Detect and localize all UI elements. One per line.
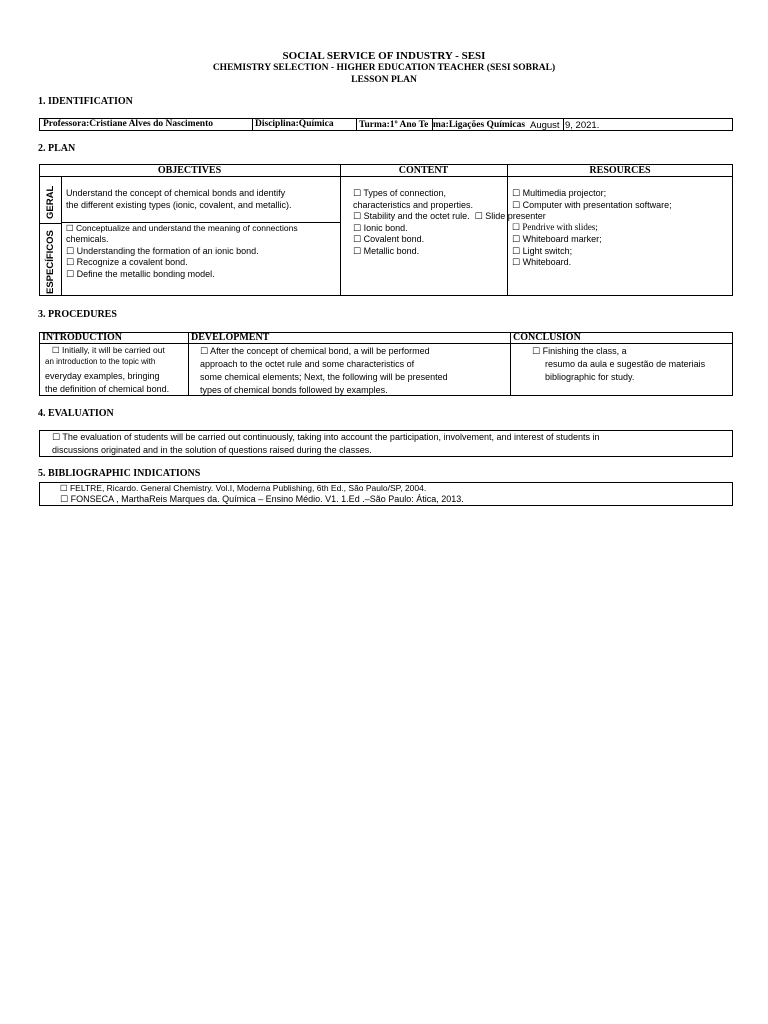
document-type: LESSON PLAN [351, 75, 417, 85]
lesson-theme: ma:Ligações Químicas [433, 120, 526, 130]
divider [39, 223, 61, 224]
plan-content: ☐ Types of connection, characteristics and properties. ☐ Stability and the octet rule. ☐ Slide presenter ☐ Ionic bond. ☐ Covalent bond. ☐ Metallic bond. [353, 188, 546, 256]
resources-list-3: ☐ Whiteboard marker; ☐ Light switch; ☐ Whiteboard. [512, 234, 602, 267]
section-plan-heading: 2. PLAN [38, 143, 76, 154]
discipline: Disciplina:Química [255, 119, 334, 129]
column-header-content: CONTENT [398, 165, 449, 176]
conclusion-line-1: ☐ Finishing the class, a [532, 346, 627, 356]
column-header-conclusion: CONCLUSION [513, 332, 581, 343]
date-month: August [530, 120, 560, 131]
development-text: ☐ After the concept of chemical bond, a will be performed approach to the octet rule and some characteristics of some chemical elements; Next, the following will be presented types of chemical bonds followed by examples. [200, 346, 448, 395]
section-identification-heading: 1. IDENTIFICATION [38, 96, 133, 107]
document-org: SOCIAL SERVICE OF INDUSTRY - SESI [282, 50, 486, 62]
document-selection: CHEMISTRY SELECTION - HIGHER EDUCATION TEACHER (SESI SOBRAL) [212, 63, 556, 73]
column-header-resources: RESOURCES [589, 165, 651, 176]
divider [510, 332, 511, 396]
label-specific: ESPECÍFICOS [45, 230, 56, 294]
specific-objective-1: ☐ Conceptualize and understand the meaning of connections [66, 223, 298, 233]
column-header-introduction: INTRODUCTION [42, 332, 123, 343]
column-header-objectives: OBJECTIVES [157, 165, 222, 176]
resources-list-1: ☐ Multimedia projector; ☐ Computer with presentation software; [512, 188, 672, 210]
divider [563, 118, 564, 131]
evaluation-text: ☐ The evaluation of students will be carried out continuously, taking into account the participation, involvement, and interest of students in discussions originated and in the solution of questions raised during the classes. [52, 432, 600, 455]
introduction-text: everyday examples, bringing the definition of chemical bond. [45, 371, 170, 394]
divider [61, 176, 62, 296]
date-day-year: 9, 2021. [565, 120, 600, 131]
bibliography-ref-2: ☐ FONSECA , MarthaReis Marques da. Química – Ensino Médio. V1. 1.Ed .–São Paulo: Ática, 2013. [60, 494, 464, 504]
teacher-name: Professora:Cristiane Alves do Nascimento [43, 119, 214, 129]
divider [188, 332, 189, 396]
section-bibliography-heading: 5. BIBLIOGRAPHIC INDICATIONS [38, 468, 201, 479]
label-general: GERAL [45, 185, 56, 219]
divider [356, 118, 357, 131]
divider [39, 343, 733, 344]
divider [39, 176, 733, 177]
section-evaluation-heading: 4. EVALUATION [38, 408, 114, 419]
column-header-development: DEVELOPMENT [191, 332, 270, 343]
divider [252, 118, 253, 131]
introduction-line-1: ☐ Initially, it will be carried out [52, 345, 165, 355]
introduction-line-2: an introduction to the topic with [45, 357, 156, 366]
resources-list-2: ☐ Pendrive with slides; [512, 222, 598, 232]
conclusion-text: resumo da aula e sugestão de materiais bibliographic for study. [545, 359, 706, 382]
general-objective: Understand the concept of chemical bonds and identify the different existing types (ionic, covalent, and metallic). [66, 188, 292, 210]
class-grade: Turma:1º Ano Te [359, 120, 429, 130]
divider [340, 164, 341, 296]
section-procedures-heading: 3. PROCEDURES [38, 309, 117, 320]
bibliography-ref-1: ☐ FELTRE, Ricardo. General Chemistry. Vol.I, Moderna Publishing, 6th Ed., São Paulo/SP, 2004. [60, 483, 427, 493]
specific-objectives: chemicals. ☐ Understanding the formation of an ionic bond. ☐ Recognize a covalent bond. ☐ Define the metallic bonding model. [66, 234, 259, 279]
